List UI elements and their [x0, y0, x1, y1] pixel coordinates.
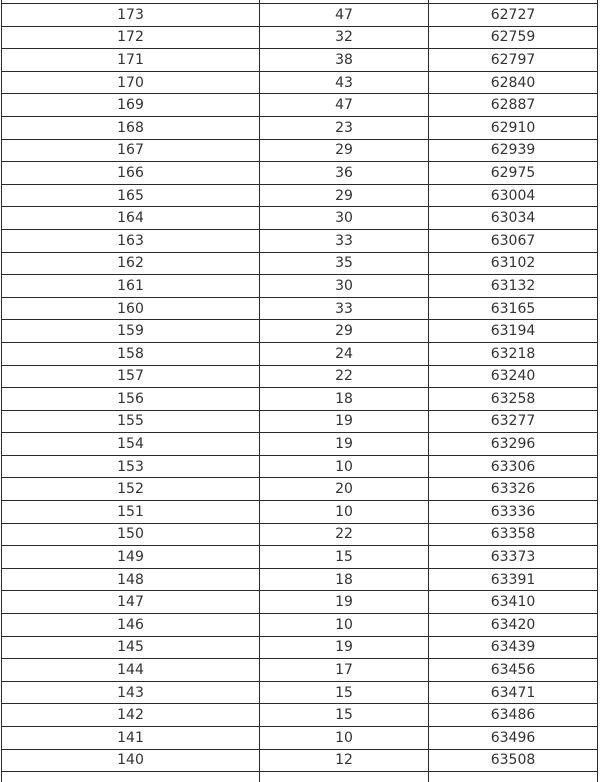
cumulative-cell: 63194 — [490, 323, 536, 340]
table-cell — [429, 0, 597, 3]
score-cell: 151 — [2, 501, 260, 523]
count-cell: 29 — [260, 185, 429, 207]
table-row — [2, 230, 597, 253]
score-cell: 161 — [2, 275, 260, 297]
count-cell: 24 — [260, 343, 429, 365]
score-cell: 143 — [2, 682, 260, 704]
score-cell: 165 — [2, 185, 260, 207]
table-cell — [260, 0, 429, 3]
score-cell: 163 — [2, 230, 260, 252]
count-cell: 10 — [260, 727, 429, 749]
score-cell: 147 — [2, 591, 260, 613]
score-cell: 141 — [2, 727, 260, 749]
table-row — [2, 207, 597, 230]
table-row — [2, 343, 597, 366]
table-row — [2, 27, 597, 50]
table-row — [2, 478, 597, 501]
table-row — [2, 94, 597, 117]
table-row — [2, 546, 597, 569]
count-cell: 20 — [260, 478, 429, 500]
count-cell: 22 — [260, 366, 429, 388]
table-row — [2, 275, 597, 298]
score-cell: 158 — [2, 343, 260, 365]
cumulative-cell: 63277 — [490, 413, 536, 430]
count-cell: 10 — [260, 456, 429, 478]
table-row — [2, 501, 597, 524]
count-cell: 15 — [260, 546, 429, 568]
cumulative-cell: 63034 — [490, 210, 536, 227]
cumulative-cell: 63240 — [490, 368, 536, 385]
score-table — [1, 0, 598, 782]
score-cell: 172 — [2, 27, 260, 49]
score-cell: 145 — [2, 637, 260, 659]
cumulative-cell: 63486 — [490, 707, 536, 724]
cumulative-cell: 62910 — [490, 119, 536, 136]
table-row — [2, 366, 597, 389]
table-row — [2, 682, 597, 705]
count-cell: 32 — [260, 27, 429, 49]
count-cell: 19 — [260, 591, 429, 613]
score-cell: 140 — [2, 750, 260, 772]
table-row — [2, 614, 597, 637]
cumulative-cell: 63358 — [490, 526, 536, 543]
score-cell: 168 — [2, 117, 260, 139]
score-cell: 155 — [2, 411, 260, 433]
cumulative-cell: 62797 — [490, 51, 536, 68]
cumulative-cell: 62939 — [490, 142, 536, 159]
count-cell: 15 — [260, 704, 429, 726]
count-cell: 36 — [260, 162, 429, 184]
table-row — [2, 253, 597, 276]
table-cell — [260, 772, 429, 782]
cumulative-cell: 62887 — [490, 97, 536, 114]
cumulative-cell: 62759 — [490, 29, 536, 46]
table-row — [2, 298, 597, 321]
table-row — [2, 4, 597, 27]
count-cell: 29 — [260, 320, 429, 342]
cumulative-cell: 63218 — [490, 345, 536, 362]
score-cell: 144 — [2, 659, 260, 681]
count-cell: 10 — [260, 614, 429, 636]
cumulative-cell: 63336 — [490, 503, 536, 520]
cumulative-cell: 63132 — [490, 277, 536, 294]
cumulative-cell: 63296 — [490, 436, 536, 453]
score-cell: 153 — [2, 456, 260, 478]
score-cell: 162 — [2, 253, 260, 275]
table-row — [2, 637, 597, 660]
table-row — [2, 433, 597, 456]
score-cell: 152 — [2, 478, 260, 500]
score-cell: 171 — [2, 49, 260, 71]
table-row — [2, 456, 597, 479]
cumulative-cell: 63420 — [490, 616, 536, 633]
count-cell: 19 — [260, 637, 429, 659]
table-row — [2, 320, 597, 343]
cumulative-cell: 62975 — [490, 164, 536, 181]
count-cell: 10 — [260, 501, 429, 523]
score-cell: 164 — [2, 207, 260, 229]
count-cell: 30 — [260, 207, 429, 229]
count-cell: 35 — [260, 253, 429, 275]
score-cell: 169 — [2, 94, 260, 116]
cumulative-cell: 63004 — [490, 187, 536, 204]
table-cell — [2, 0, 260, 3]
count-cell: 33 — [260, 298, 429, 320]
score-cell: 150 — [2, 524, 260, 546]
table-row — [2, 49, 597, 72]
cumulative-cell: 63471 — [490, 684, 536, 701]
cumulative-cell: 63102 — [490, 255, 536, 272]
table-row — [2, 569, 597, 592]
count-cell: 33 — [260, 230, 429, 252]
score-cell: 146 — [2, 614, 260, 636]
score-cell: 142 — [2, 704, 260, 726]
count-cell: 47 — [260, 4, 429, 26]
score-cell: 170 — [2, 72, 260, 94]
count-cell: 38 — [260, 49, 429, 71]
count-cell: 47 — [260, 94, 429, 116]
score-cell: 154 — [2, 433, 260, 455]
table-row — [2, 162, 597, 185]
table-row — [2, 411, 597, 434]
count-cell: 22 — [260, 524, 429, 546]
score-cell: 159 — [2, 320, 260, 342]
score-cell: 160 — [2, 298, 260, 320]
table-row — [2, 727, 597, 750]
cumulative-cell: 63165 — [490, 300, 536, 317]
table-row — [2, 659, 597, 682]
score-cell: 149 — [2, 546, 260, 568]
count-cell: 18 — [260, 388, 429, 410]
table-row — [2, 388, 597, 411]
table-row — [2, 704, 597, 727]
table-row — [2, 524, 597, 547]
cumulative-cell: 63373 — [490, 549, 536, 566]
cumulative-cell: 63456 — [490, 662, 536, 679]
cumulative-cell: 63410 — [490, 594, 536, 611]
score-cell: 156 — [2, 388, 260, 410]
cumulative-cell: 63439 — [490, 639, 536, 656]
count-cell: 18 — [260, 569, 429, 591]
count-cell: 43 — [260, 72, 429, 94]
score-cell: 148 — [2, 569, 260, 591]
count-cell: 29 — [260, 140, 429, 162]
cumulative-cell: 63067 — [490, 232, 536, 249]
cumulative-cell: 63391 — [490, 571, 536, 588]
table-cell — [2, 772, 260, 782]
table-body — [2, 4, 597, 772]
cumulative-cell: 62840 — [490, 74, 536, 91]
count-cell: 19 — [260, 433, 429, 455]
table-row — [2, 591, 597, 614]
count-cell: 23 — [260, 117, 429, 139]
table-row — [2, 117, 597, 140]
score-cell: 167 — [2, 140, 260, 162]
score-cell: 173 — [2, 4, 260, 26]
cumulative-cell: 63496 — [490, 729, 536, 746]
count-cell: 15 — [260, 682, 429, 704]
table-row — [2, 140, 597, 163]
cumulative-cell: 63258 — [490, 390, 536, 407]
table-cell — [429, 772, 597, 782]
cumulative-cell: 62727 — [490, 6, 536, 23]
count-cell: 12 — [260, 750, 429, 772]
count-cell: 19 — [260, 411, 429, 433]
table-row — [2, 72, 597, 95]
count-cell: 30 — [260, 275, 429, 297]
score-cell: 157 — [2, 366, 260, 388]
cumulative-cell: 63508 — [490, 752, 536, 769]
table-row-partial-bottom — [2, 772, 597, 782]
table-row — [2, 185, 597, 208]
cumulative-cell: 63306 — [490, 458, 536, 475]
table-row — [2, 750, 597, 773]
cumulative-cell: 63326 — [490, 481, 536, 498]
score-cell: 166 — [2, 162, 260, 184]
count-cell: 17 — [260, 659, 429, 681]
